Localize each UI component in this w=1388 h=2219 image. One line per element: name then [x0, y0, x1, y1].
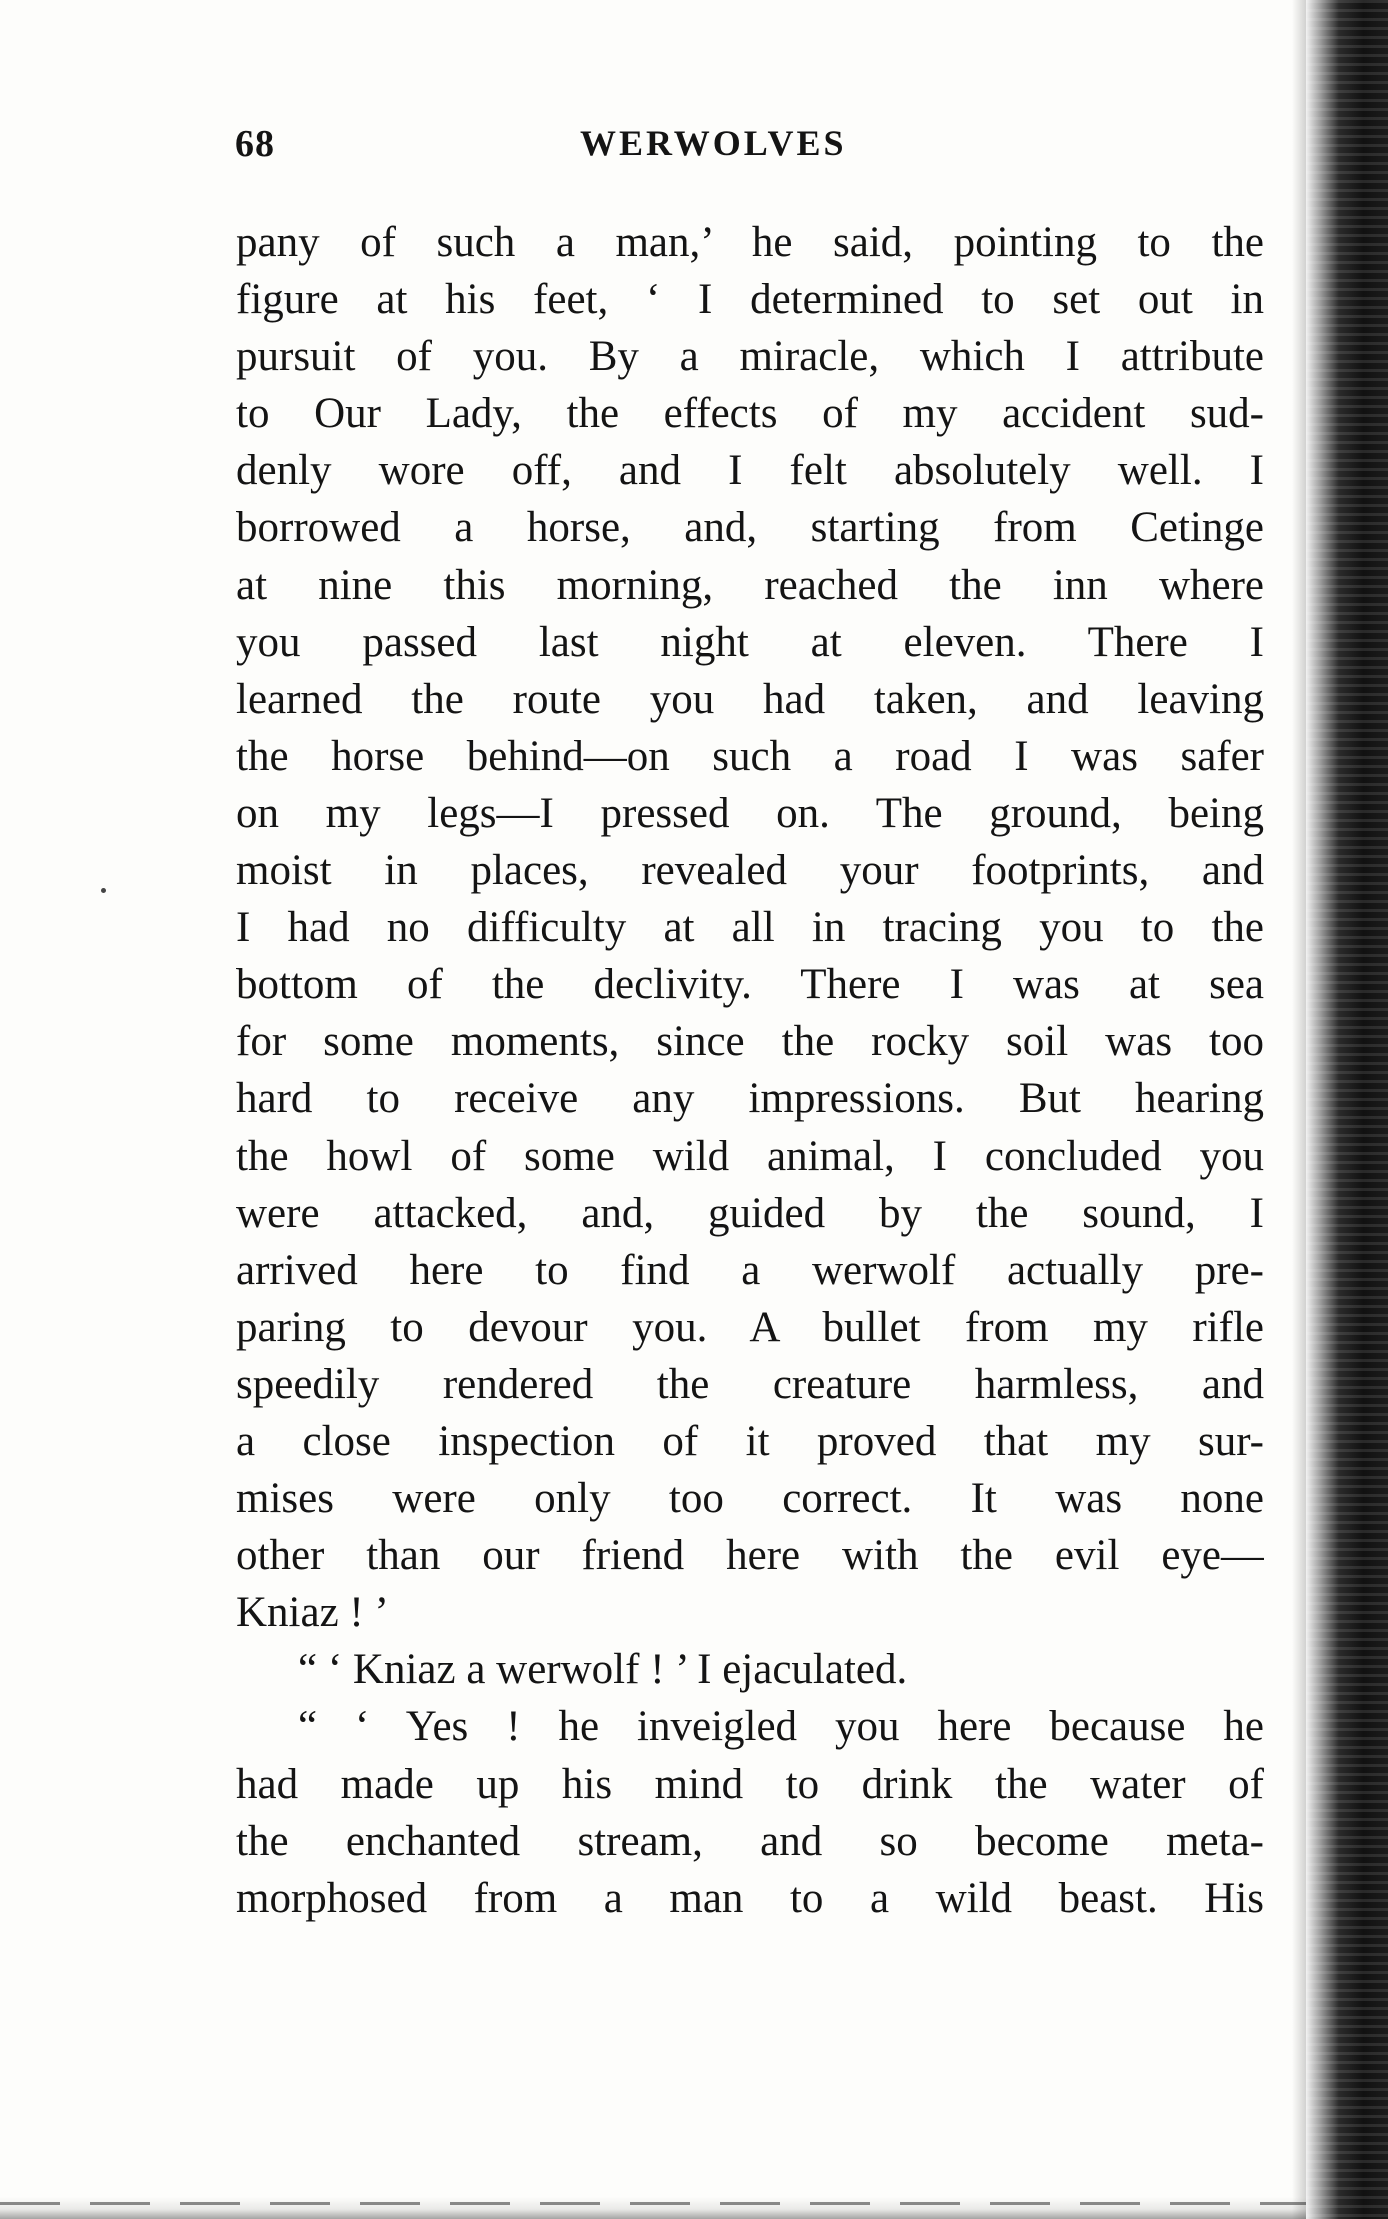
text-line: other than our friend here with the evil eye—	[236, 1532, 1264, 1580]
text-line: the enchanted stream, and so become meta-	[236, 1817, 1264, 1865]
text-line: mises were only too correct. It was none	[236, 1475, 1264, 1523]
bottom-scan-edge	[0, 2197, 1306, 2219]
text-line: at nine this morning, reached the inn where	[236, 561, 1264, 609]
running-head	[235, 122, 1265, 182]
text-line: bottom of the declivity. There I was at sea	[236, 961, 1264, 1009]
page-number: 68	[235, 123, 275, 165]
scan-gutter-shadow	[1306, 0, 1388, 2219]
text-line: denly wore off, and I felt absolutely well. I	[236, 447, 1264, 495]
text-line: figure at his feet, ‘ I determined to set out in	[236, 276, 1264, 324]
text-line: to Our Lady, the effects of my accident sud-	[236, 390, 1264, 438]
text-line: learned the route you had taken, and leaving	[236, 675, 1264, 723]
body-text	[236, 214, 1264, 1927]
text-line: on my legs—I pressed on. The ground, being	[236, 789, 1264, 837]
running-head-title: WERWOLVES	[580, 123, 847, 163]
text-line: borrowed a horse, and, starting from Cetinge	[236, 504, 1264, 552]
paragraph-end-line: Kniaz ! ’	[236, 1589, 389, 1637]
text-line: arrived here to find a werwolf actually pre-	[236, 1246, 1264, 1294]
gutter-edge-shadow	[1292, 0, 1306, 2219]
dialogue-line: “ ‘ Kniaz a werwolf ! ’ I ejaculated.	[298, 1646, 908, 1694]
text-line: I had no difficulty at all in tracing you to the	[236, 904, 1264, 952]
text-line: pursuit of you. By a miracle, which I attribute	[236, 333, 1264, 381]
dialogue-line: “ ‘ Yes ! he inveigled you here because he	[298, 1703, 1264, 1751]
text-line: speedily rendered the creature harmless, and	[236, 1360, 1264, 1408]
text-line: had made up his mind to drink the water of	[236, 1760, 1264, 1808]
text-line: you passed last night at eleven. There I	[236, 618, 1264, 666]
text-line: pany of such a man,’ he said, pointing to the	[236, 219, 1264, 266]
text-line: the horse behind—on such a road I was safer	[236, 732, 1264, 780]
text-line: a close inspection of it proved that my sur-	[236, 1417, 1264, 1465]
text-line: were attacked, and, guided by the sound, I	[236, 1189, 1264, 1237]
text-line: moist in places, revealed your footprints, and	[236, 847, 1264, 895]
text-line: for some moments, since the rocky soil was too	[236, 1018, 1264, 1066]
stray-ink-dot	[101, 888, 106, 893]
text-line: paring to devour you. A bullet from my rifle	[236, 1303, 1264, 1351]
text-line: hard to receive any impressions. But hearing	[236, 1075, 1264, 1123]
text-line: the howl of some wild animal, I concluded you	[236, 1132, 1264, 1180]
text-line: morphosed from a man to a wild beast. His	[236, 1874, 1264, 1922]
